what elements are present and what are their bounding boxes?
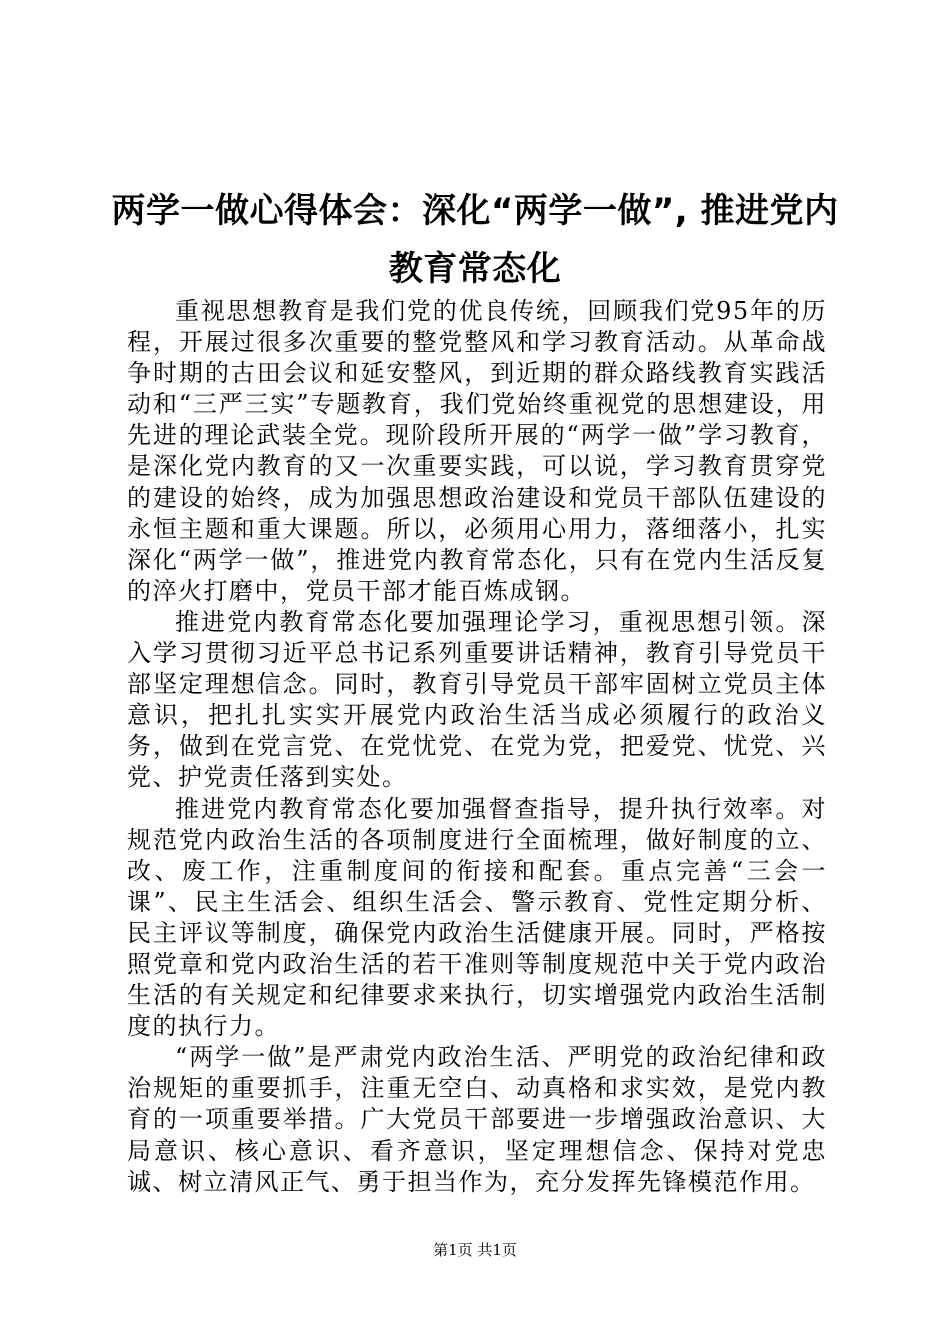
- paragraph-4: “两学一做”是严肃党内政治生活、严明党的政治纪律和政治规矩的重要抓手，注重无空白、动真格和求实效，是党内教育的一项重要举措。广大党员干部要进一步增强政治意识、大局意识、核心意识、看齐意识，坚定理想信念、保持对党忠诚、树立清风正气、勇于担当作为，充分发挥先锋模范作用。: [127, 1043, 827, 1196]
- paragraph-2: 推进党内教育常态化要加强理论学习，重视思想引领。深入学习贯彻习近平总书记系列重要讲话精神，教育引导党员干部坚定理想信念。同时，教育引导党员干部牢固树立党员主体意识，把扎扎实实开展党内政治生活当成必须履行的政治义务，做到在党言党、在党忧党、在党为党，把爱党、忧党、兴党、护党责任落到实处。: [127, 607, 827, 792]
- paragraph-3: 推进党内教育常态化要加强督查指导，提升执行效率。对规范党内政治生活的各项制度进行全面梳理，做好制度的立、改、废工作，注重制度间的衔接和配套。重点完善“三会一课”、民主生活会、组织生活会、警示教育、党性定期分析、民主评议等制度，确保党内政治生活健康开展。同时，严格按照党章和党内政治生活的若干准则等制度规范中关于党内政治生活的有关规定和纪律要求来执行，切实增强党内政治生活制度的执行力。: [127, 794, 827, 1041]
- document-body: [127, 296, 827, 1198]
- paragraph-1: 重视思想教育是我们党的优良传统，回顾我们党95年的历程，开展过很多次重要的整党整风和学习教育活动。从革命战争时期的古田会议和延安整风，到近期的群众路线教育实践活动和“三严三实”专题教育，我们党始终重视党的思想建设，用先进的理论武装全党。现阶段所开展的“两学一做”学习教育，是深化党内教育的又一次重要实践，可以说，学习教育贯穿党的建设的始终，成为加强思想政治建设和党员干部队伍建设的永恒主题和重大课题。所以，必须用心用力，落细落小，扎实深化“两学一做”，推进党内教育常态化，只有在党内生活反复的淬火打磨中，党员干部才能百炼成钢。: [127, 297, 827, 605]
- page-footer: 第1页 共1页: [433, 1241, 517, 1259]
- document-title: 两学一做心得体会：深化“两学一做”, 推进党内教育常态化: [111, 191, 839, 289]
